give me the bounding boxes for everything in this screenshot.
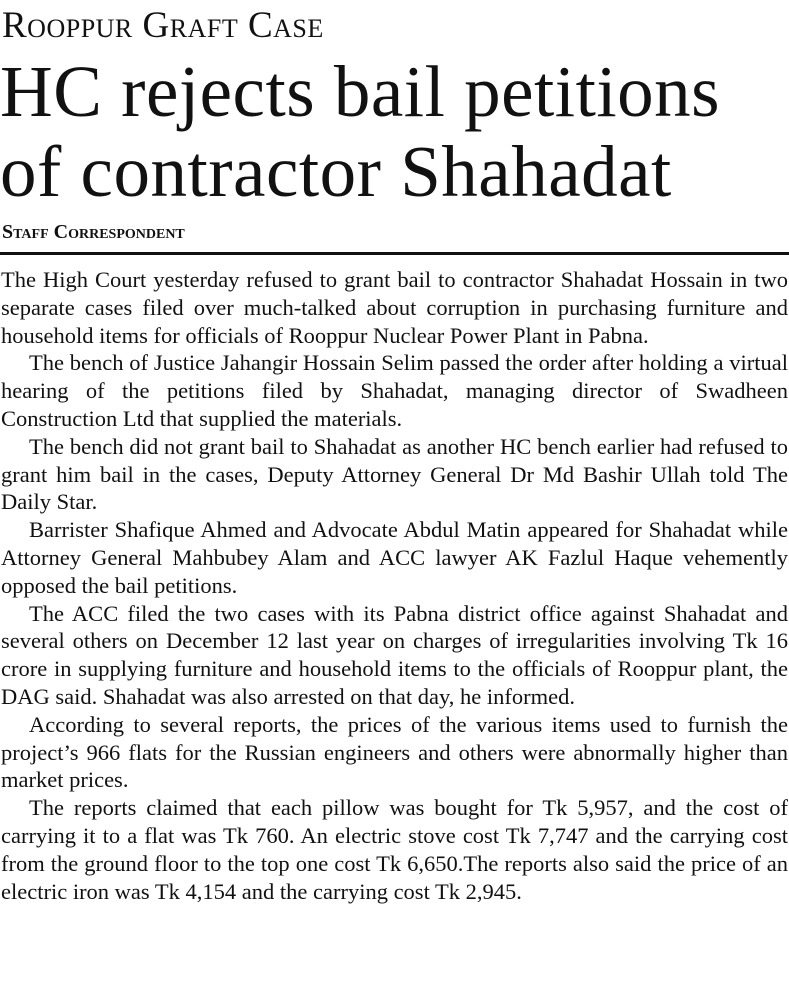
divider-rule [0,252,789,255]
headline [0,52,789,212]
paragraph-3: The bench did not grant bail to Shahadat as another HC bench earlier had refused to grant him bail in the cases, Deputy Attorney General Dr Md Bashir Ullah told The Daily Star. [1,433,788,515]
paragraph-1: The High Court yesterday refused to grant bail to contractor Shahadat Hossain in two separate cases filed over much-talked about corruption in purchasing furniture and household items for officials of Rooppur Nuclear Power Plant in Pabna. [1,267,788,348]
paragraph-7: The reports claimed that each pillow was bought for Tk 5,957, and the cost of carrying it to a flat was Tk 760. An electric stove cost Tk 7,747 and the carrying cost from the ground floor to the top one cost Tk 6,650.The reports also said the price of an electric iron was Tk 4,154 and the carrying cost Tk 2,945. [1,795,788,904]
paragraph-5: The ACC filed the two cases with its Pabna district office against Shahadat and several others on December 12 last year on charges of irregularities involving Tk 16 crore in supplying furniture and household items to the officials of Rooppur plant, the DAG said. Shahadat was also arrested on that day, he informed. [1,600,788,709]
byline: Staff Correspondent [2,221,185,243]
paragraph-2: The bench of Justice Jahangir Hossain Selim passed the order after holding a virtual hearing of the petitions filed by Shahadat, managing director of Swadheen Construction Ltd that supplied the materials. [1,350,788,431]
kicker: Rooppur Graft Case [2,5,324,46]
headline-line-1: HC rejects bail petitions [0,51,721,132]
article-body [1,266,788,905]
paragraph-4: Barrister Shafique Ahmed and Advocate Abdul Matin appeared for Shahadat while Attorney General Mahbubey Alam and ACC lawyer AK Fazlul Haque vehemently opposed the bail petitions. [1,517,788,598]
paragraph-6: According to several reports, the prices of the various items used to furnish the project’s 966 flats for the Russian engineers and others were abnormally higher than market prices. [1,711,788,793]
headline-line-2: of contractor Shahadat [0,131,672,212]
